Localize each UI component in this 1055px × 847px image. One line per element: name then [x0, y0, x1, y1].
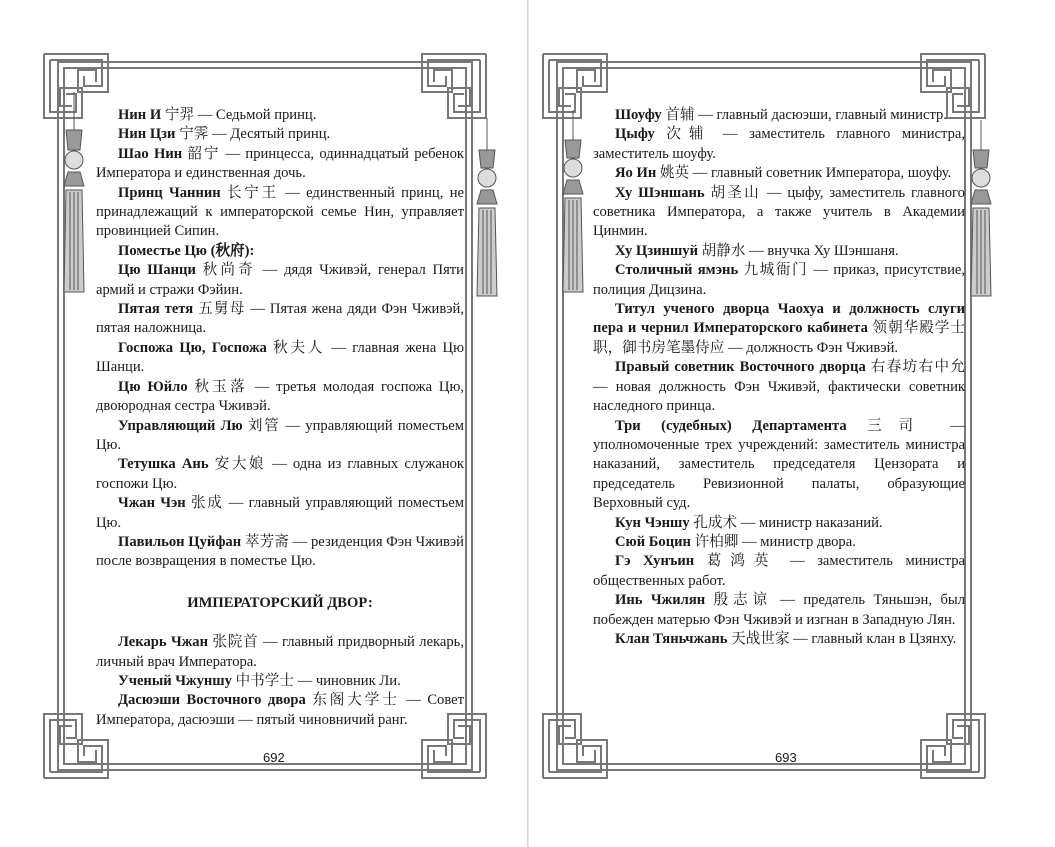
glossary-entry [96, 691, 464, 730]
section-heading: ИМПЕРАТОРСКИЙ ДВОР: [187, 594, 373, 611]
entry-description: — главный клан в Цзянху. [793, 630, 957, 647]
entry-term: Титул ученого дворца Чаохуа и должность слуги пера и чернил Императорского кабинета [593, 301, 965, 337]
entry-term: Дасюэши Восточного двора [118, 692, 306, 709]
entry-description: — новая должность Фэн Чживэй, фактически советник наследного принца. [593, 378, 965, 415]
glossary-entry [96, 339, 464, 378]
entry-hanzi: 秋尚奇 [202, 262, 256, 279]
entry-hanzi: 孔成术 [693, 514, 738, 531]
entry-term: Лекарь Чжан [118, 634, 208, 651]
entry-description: — заместитель главного министра, заместитель шоуфу. [593, 126, 965, 162]
entry-hanzi: 中书学士 [235, 672, 294, 689]
entry-term: Кун Чэншу [615, 514, 690, 531]
entry-description: — главная жена Цю Шанци. [96, 339, 464, 376]
left-page [0, 0, 527, 847]
entry-term: Яо Ин [615, 165, 657, 182]
glossary-entry [593, 300, 965, 358]
glossary-entry [593, 242, 965, 261]
entry-hanzi: 三司 [867, 417, 930, 434]
entry-term: Сюй Боцин [615, 533, 691, 550]
entry-hanzi: 萃芳斋 [244, 533, 289, 550]
glossary-entry [96, 455, 464, 494]
glossary-entry [96, 672, 464, 691]
entry-term: Управляющий Лю [118, 417, 243, 434]
glossary-entry [96, 378, 464, 417]
glossary-entry [593, 261, 965, 300]
entry-description: — чиновник Ли. [297, 672, 401, 689]
tassel-ornament-left [563, 110, 583, 292]
entry-term: Столичный ямэнь [615, 262, 739, 279]
entry-description: — заместитель министра общественных работ. [593, 553, 965, 589]
entry-term: Цыфу [615, 126, 655, 143]
entry-description: — резиденция Фэн Чживэй после возвращения в поместье Цю. [96, 533, 464, 570]
entry-term: Павильон Цуйфан [118, 533, 242, 550]
glossary-entry [96, 261, 464, 300]
entry-hanzi: 秋玉落 [194, 378, 248, 395]
glossary-entry [593, 630, 965, 649]
glossary-entry [96, 633, 464, 672]
entry-description: — единственный принц, не принадлежащий к императорской семье Нин, управляет провинцией Сипин. [96, 184, 464, 240]
entry-hanzi: 宁霁 [179, 126, 209, 143]
entry-description: — принцесса, одиннадцатый ребенок Императора и единственная дочь. [96, 145, 464, 182]
entry-term: Госпожа Цю, Госпожа [118, 339, 267, 356]
glossary-entry [96, 300, 464, 339]
entry-hanzi: 姚英 [659, 165, 690, 182]
glossary-entry [96, 494, 464, 533]
glossary-entry [593, 106, 965, 125]
entry-description: — главный советник Императора, шоуфу. [692, 165, 952, 182]
tassel-ornament-left [64, 92, 84, 292]
entry-description: — Совет Императора, дасюэши — пятый чиновничий ранг. [96, 692, 465, 728]
glossary-entry [96, 533, 464, 572]
entry-hanzi: 张院首 [212, 634, 259, 651]
glossary-entry [593, 184, 965, 242]
entry-term: Шоуфу [615, 107, 662, 123]
entry-term: Ху Цзиншуй [615, 242, 698, 259]
entry-hanzi: 韶宁 [187, 145, 221, 162]
entry-term: Ху Шэншань [615, 184, 705, 201]
left-page-text [96, 106, 464, 730]
entry-hanzi: 胡圣山 [710, 184, 761, 201]
entry-hanzi: 首辅 [665, 107, 695, 123]
right-page [529, 0, 1055, 847]
page-number-right: 693 [775, 750, 797, 765]
entry-hanzi: 葛鸿英 [706, 553, 778, 570]
entry-description: — Седьмой принц. [197, 107, 317, 123]
entry-term: Три (судебных) Департамента [615, 417, 847, 434]
entry-description: — министр наказаний. [740, 514, 883, 531]
entry-hanzi: 九城衙门 [743, 262, 809, 279]
entry-description: — одна из главных служанок госпожи Цю. [96, 456, 464, 492]
glossary-entry [593, 417, 965, 514]
entry-hanzi: 安大娘 [214, 456, 267, 473]
tassel-ornament-right [971, 120, 991, 296]
entry-hanzi: 胡静水 [701, 242, 746, 259]
entry-description: — министр двора. [742, 533, 856, 550]
entry-term: Гэ Хунъин [615, 553, 695, 570]
glossary-entry [96, 125, 464, 144]
entry-term: Инь Чжилян [615, 592, 706, 609]
entry-term: Нин Цзи [118, 126, 176, 143]
entry-description: — Пятая жена дяди Фэн Чживэй, пятая наложница. [96, 301, 464, 337]
entry-hanzi: 次辅 [666, 126, 712, 143]
glossary-entry [593, 533, 965, 552]
entry-hanzi: 东阁大学士 [312, 692, 400, 709]
entry-hanzi: 刘管 [247, 417, 281, 434]
corner-ornament-bl [543, 714, 607, 778]
entry-term: Правый советник Восточного дворца [615, 359, 866, 376]
glossary-entry [593, 514, 965, 533]
entry-hanzi: 许柏卿 [694, 533, 739, 550]
entry-description: — Десятый принц. [211, 126, 331, 143]
glossary-entry [593, 125, 965, 164]
entry-term: Клан Тяньчжань [615, 630, 728, 647]
entry-term: Чжан Чэн [118, 495, 186, 512]
entry-term: Тетушка Ань [118, 456, 209, 473]
entry-description: — главный придворный лекарь, личный врач Императора. [96, 634, 464, 670]
entry-description: — уполномоченные трех учреждений: заместитель министра наказаний, заместитель председателя Цензората и председатель Ревизионной палаты, образующие Верховный суд. [593, 417, 965, 512]
entry-hanzi: 五舅母 [198, 301, 246, 318]
glossary-entry [96, 417, 464, 456]
entry-term: Шао Нин [118, 145, 183, 162]
entry-term: Ученый Чжуншу [118, 672, 232, 689]
entry-description: — приказ, присутствие, полиция Дицзина. [593, 262, 966, 298]
entry-hanzi: 领朝华殿学士职，御书房笔墨侍应 [593, 320, 965, 356]
entry-description: — третья молодая госпожа Цю, двоюродная сестра Чживэй. [96, 378, 464, 415]
glossary-entry [96, 242, 464, 261]
entry-term: Поместье Цю (秋府): [118, 242, 255, 259]
entry-hanzi: 宁羿 [164, 107, 195, 123]
entry-term: Цю Юйло [118, 378, 188, 395]
corner-ornament-br [921, 714, 985, 778]
entry-description: — управляющий поместьем Цю. [96, 417, 464, 453]
entry-description: — внучка Ху Шэншаня. [749, 242, 899, 259]
glossary-entry [96, 106, 464, 125]
glossary-entry [593, 591, 965, 630]
entry-description: — цыфу, заместитель главного советника Императора, а также учитель в Академии Цинмин. [593, 184, 965, 240]
glossary-entry [593, 552, 965, 591]
entry-term: Принц Чаннин [118, 184, 221, 201]
right-page-text [593, 106, 965, 649]
entry-description: — дядя Чживэй, генерал Пяти армий и стражи Фэйин. [96, 262, 464, 298]
entry-description: — должность Фэн Чживэй. [728, 339, 899, 356]
glossary-entry [96, 184, 464, 242]
entry-hanzi: 右春坊右中允 [870, 359, 965, 376]
entry-description: — предатель Тяньшэн, был побежден матерью Фэн Чживэй и изгнан в Западную Лян. [593, 592, 965, 628]
entry-hanzi: 殷志谅 [713, 592, 772, 609]
page-number-left: 692 [263, 750, 285, 765]
entry-term: Цю Шанци [118, 262, 196, 279]
entry-term: Нин И [118, 107, 162, 123]
entry-hanzi: 天战世家 [731, 630, 790, 647]
tassel-ornament-right [477, 118, 497, 296]
entry-description: — главный управляющий поместьем Цю. [96, 495, 465, 531]
entry-hanzi: 秋夫人 [273, 339, 326, 356]
glossary-entry [593, 358, 965, 416]
entry-hanzi: 张成 [191, 495, 224, 512]
entry-term: Пятая тетя [118, 301, 194, 318]
glossary-entry [593, 164, 965, 183]
entry-description: — главный дасюэши, главный министр. [698, 107, 947, 123]
entry-hanzi: 长宁王 [227, 184, 279, 201]
glossary-entry [96, 145, 464, 184]
